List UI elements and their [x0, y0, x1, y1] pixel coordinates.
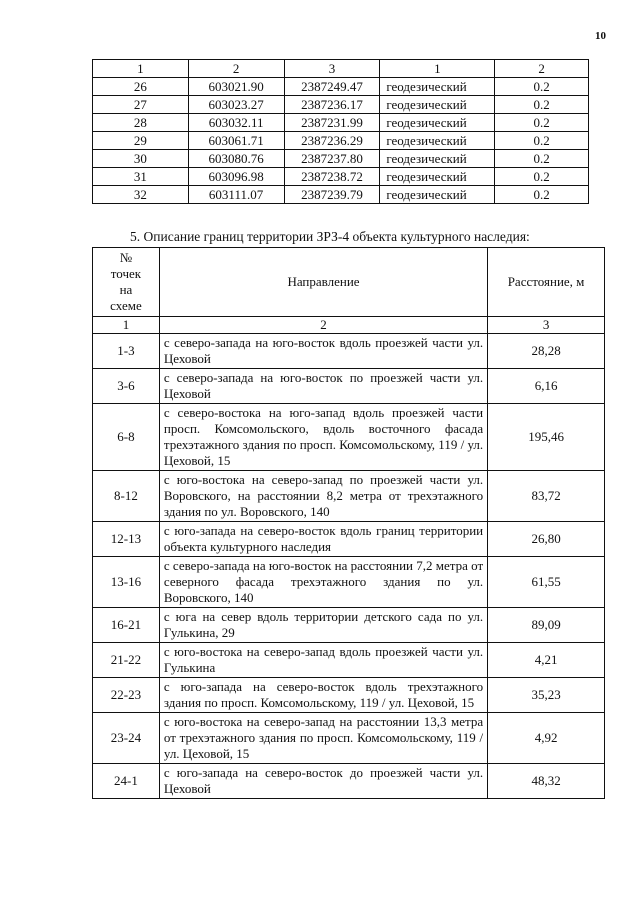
distance-value: 26,80 [488, 522, 605, 557]
coord-y: 2387236.29 [284, 132, 380, 150]
method: геодезический [380, 78, 495, 96]
distance-value: 4,92 [488, 713, 605, 764]
boundary-header-row [93, 248, 605, 317]
table-row [93, 96, 589, 114]
point-range: 1-3 [93, 334, 160, 369]
point-number: 31 [93, 168, 189, 186]
method: геодезический [380, 186, 495, 204]
direction-text: с северо-запада на юго-восток вдоль проезжей части ул. Цеховой [159, 334, 487, 369]
distance-value: 48,32 [488, 764, 605, 799]
accuracy: 0.2 [495, 132, 589, 150]
point-range: 13-16 [93, 557, 160, 608]
method: геодезический [380, 96, 495, 114]
point-range: 23-24 [93, 713, 160, 764]
section-heading: 5. Описание границ территории ЗРЗ-4 объекта культурного наследия: [130, 229, 530, 244]
table-row [93, 369, 605, 404]
table-row [93, 643, 605, 678]
table-row [93, 713, 605, 764]
table-row [93, 168, 589, 186]
accuracy: 0.2 [495, 96, 589, 114]
coord-x: 603023.27 [188, 96, 284, 114]
distance-value: 83,72 [488, 471, 605, 522]
point-number: 26 [93, 78, 189, 96]
accuracy: 0.2 [495, 186, 589, 204]
coord-x: 603096.98 [188, 168, 284, 186]
table-row [93, 114, 589, 132]
header-line: точек [110, 266, 142, 281]
table-row [93, 334, 605, 369]
coord-y: 2387239.79 [284, 186, 380, 204]
column-index: 2 [159, 317, 487, 334]
coordinates-header-row [93, 60, 589, 78]
table-row [93, 150, 589, 168]
direction-text: с северо-запада на юго-восток на расстоянии 7,2 метра от северного фасада трехэтажного здания по ул. Воровского, 140 [159, 557, 487, 608]
method: геодезический [380, 168, 495, 186]
table-row [93, 132, 589, 150]
point-number: 32 [93, 186, 189, 204]
accuracy: 0.2 [495, 168, 589, 186]
coord-y: 2387236.17 [284, 96, 380, 114]
point-range: 3-6 [93, 369, 160, 404]
column-index: 1 [93, 317, 160, 334]
table-row [93, 764, 605, 799]
direction-text: с юго-востока на северо-запад на расстоянии 13,3 метра от трехэтажного здания по просп. Комсомольскому, 119 / ул. Цеховой, 15 [159, 713, 487, 764]
header-line: схеме [110, 298, 142, 313]
distance-value: 61,55 [488, 557, 605, 608]
distance-value: 89,09 [488, 608, 605, 643]
column-index-row [93, 317, 605, 334]
coord-y: 2387249.47 [284, 78, 380, 96]
distance-value: 28,28 [488, 334, 605, 369]
table-row [93, 186, 589, 204]
column-index: 3 [488, 317, 605, 334]
table-row [93, 608, 605, 643]
distance-value: 4,21 [488, 643, 605, 678]
boundary-table [92, 247, 605, 799]
coordinates-table [92, 59, 589, 204]
table-row [93, 678, 605, 713]
column-index: 2 [495, 60, 589, 78]
coord-x: 603061.71 [188, 132, 284, 150]
coord-x: 603080.76 [188, 150, 284, 168]
point-range: 22-23 [93, 678, 160, 713]
table-row [93, 78, 589, 96]
coord-x: 603111.07 [188, 186, 284, 204]
direction-column-header: Направление [159, 248, 487, 317]
accuracy: 0.2 [495, 78, 589, 96]
direction-text: с юго-востока на северо-запад по проезжей части ул. Воровского, на расстоянии 8,2 метра от трехэтажного здания по ул. Воровского, 140 [159, 471, 487, 522]
direction-text: с северо-запада на юго-восток по проезжей части ул. Цеховой [159, 369, 487, 404]
coord-y: 2387231.99 [284, 114, 380, 132]
table-row [93, 522, 605, 557]
column-index: 3 [284, 60, 380, 78]
page-number: 10 [595, 30, 606, 42]
distance-value: 195,46 [488, 404, 605, 471]
coord-x: 603032.11 [188, 114, 284, 132]
coord-x: 603021.90 [188, 78, 284, 96]
point-range: 21-22 [93, 643, 160, 678]
coord-y: 2387238.72 [284, 168, 380, 186]
point-number: 28 [93, 114, 189, 132]
accuracy: 0.2 [495, 150, 589, 168]
method: геодезический [380, 114, 495, 132]
direction-text: с северо-востока на юго-запад вдоль проезжей части просп. Комсомольского, вдоль восточного фасада трехэтажного здания по просп. Комсомольскому, 119 / ул. Цеховой, 15 [159, 404, 487, 471]
direction-text: с юго-запада на северо-восток вдоль трехэтажного здания по просп. Комсомольскому, 119 / ул. Цеховой, 15 [159, 678, 487, 713]
direction-text: с юго-запада на северо-восток вдоль границ территории объекта культурного наследия [159, 522, 487, 557]
point-range: 6-8 [93, 404, 160, 471]
point-range: 12-13 [93, 522, 160, 557]
accuracy: 0.2 [495, 114, 589, 132]
table-row [93, 404, 605, 471]
point-number: 29 [93, 132, 189, 150]
distance-column-header: Расстояние, м [488, 248, 605, 317]
point-range: 8-12 [93, 471, 160, 522]
point-range: 24-1 [93, 764, 160, 799]
method: геодезический [380, 150, 495, 168]
column-index: 2 [188, 60, 284, 78]
point-number: 30 [93, 150, 189, 168]
method: геодезический [380, 132, 495, 150]
column-index: 1 [380, 60, 495, 78]
table-row [93, 557, 605, 608]
header-line: № [119, 250, 133, 265]
coord-y: 2387237.80 [284, 150, 380, 168]
column-index: 1 [93, 60, 189, 78]
distance-value: 6,16 [488, 369, 605, 404]
point-range: 16-21 [93, 608, 160, 643]
point-number: 27 [93, 96, 189, 114]
direction-text: с юго-востока на северо-запад вдоль проезжей части ул. Гулькина [159, 643, 487, 678]
direction-text: с юго-запада на северо-восток до проезжей части ул. Цеховой [159, 764, 487, 799]
header-line: на [119, 282, 133, 297]
points-column-header [93, 248, 160, 317]
direction-text: с юга на север вдоль территории детского сада по ул. Гулькина, 29 [159, 608, 487, 643]
table-row [93, 471, 605, 522]
distance-value: 35,23 [488, 678, 605, 713]
